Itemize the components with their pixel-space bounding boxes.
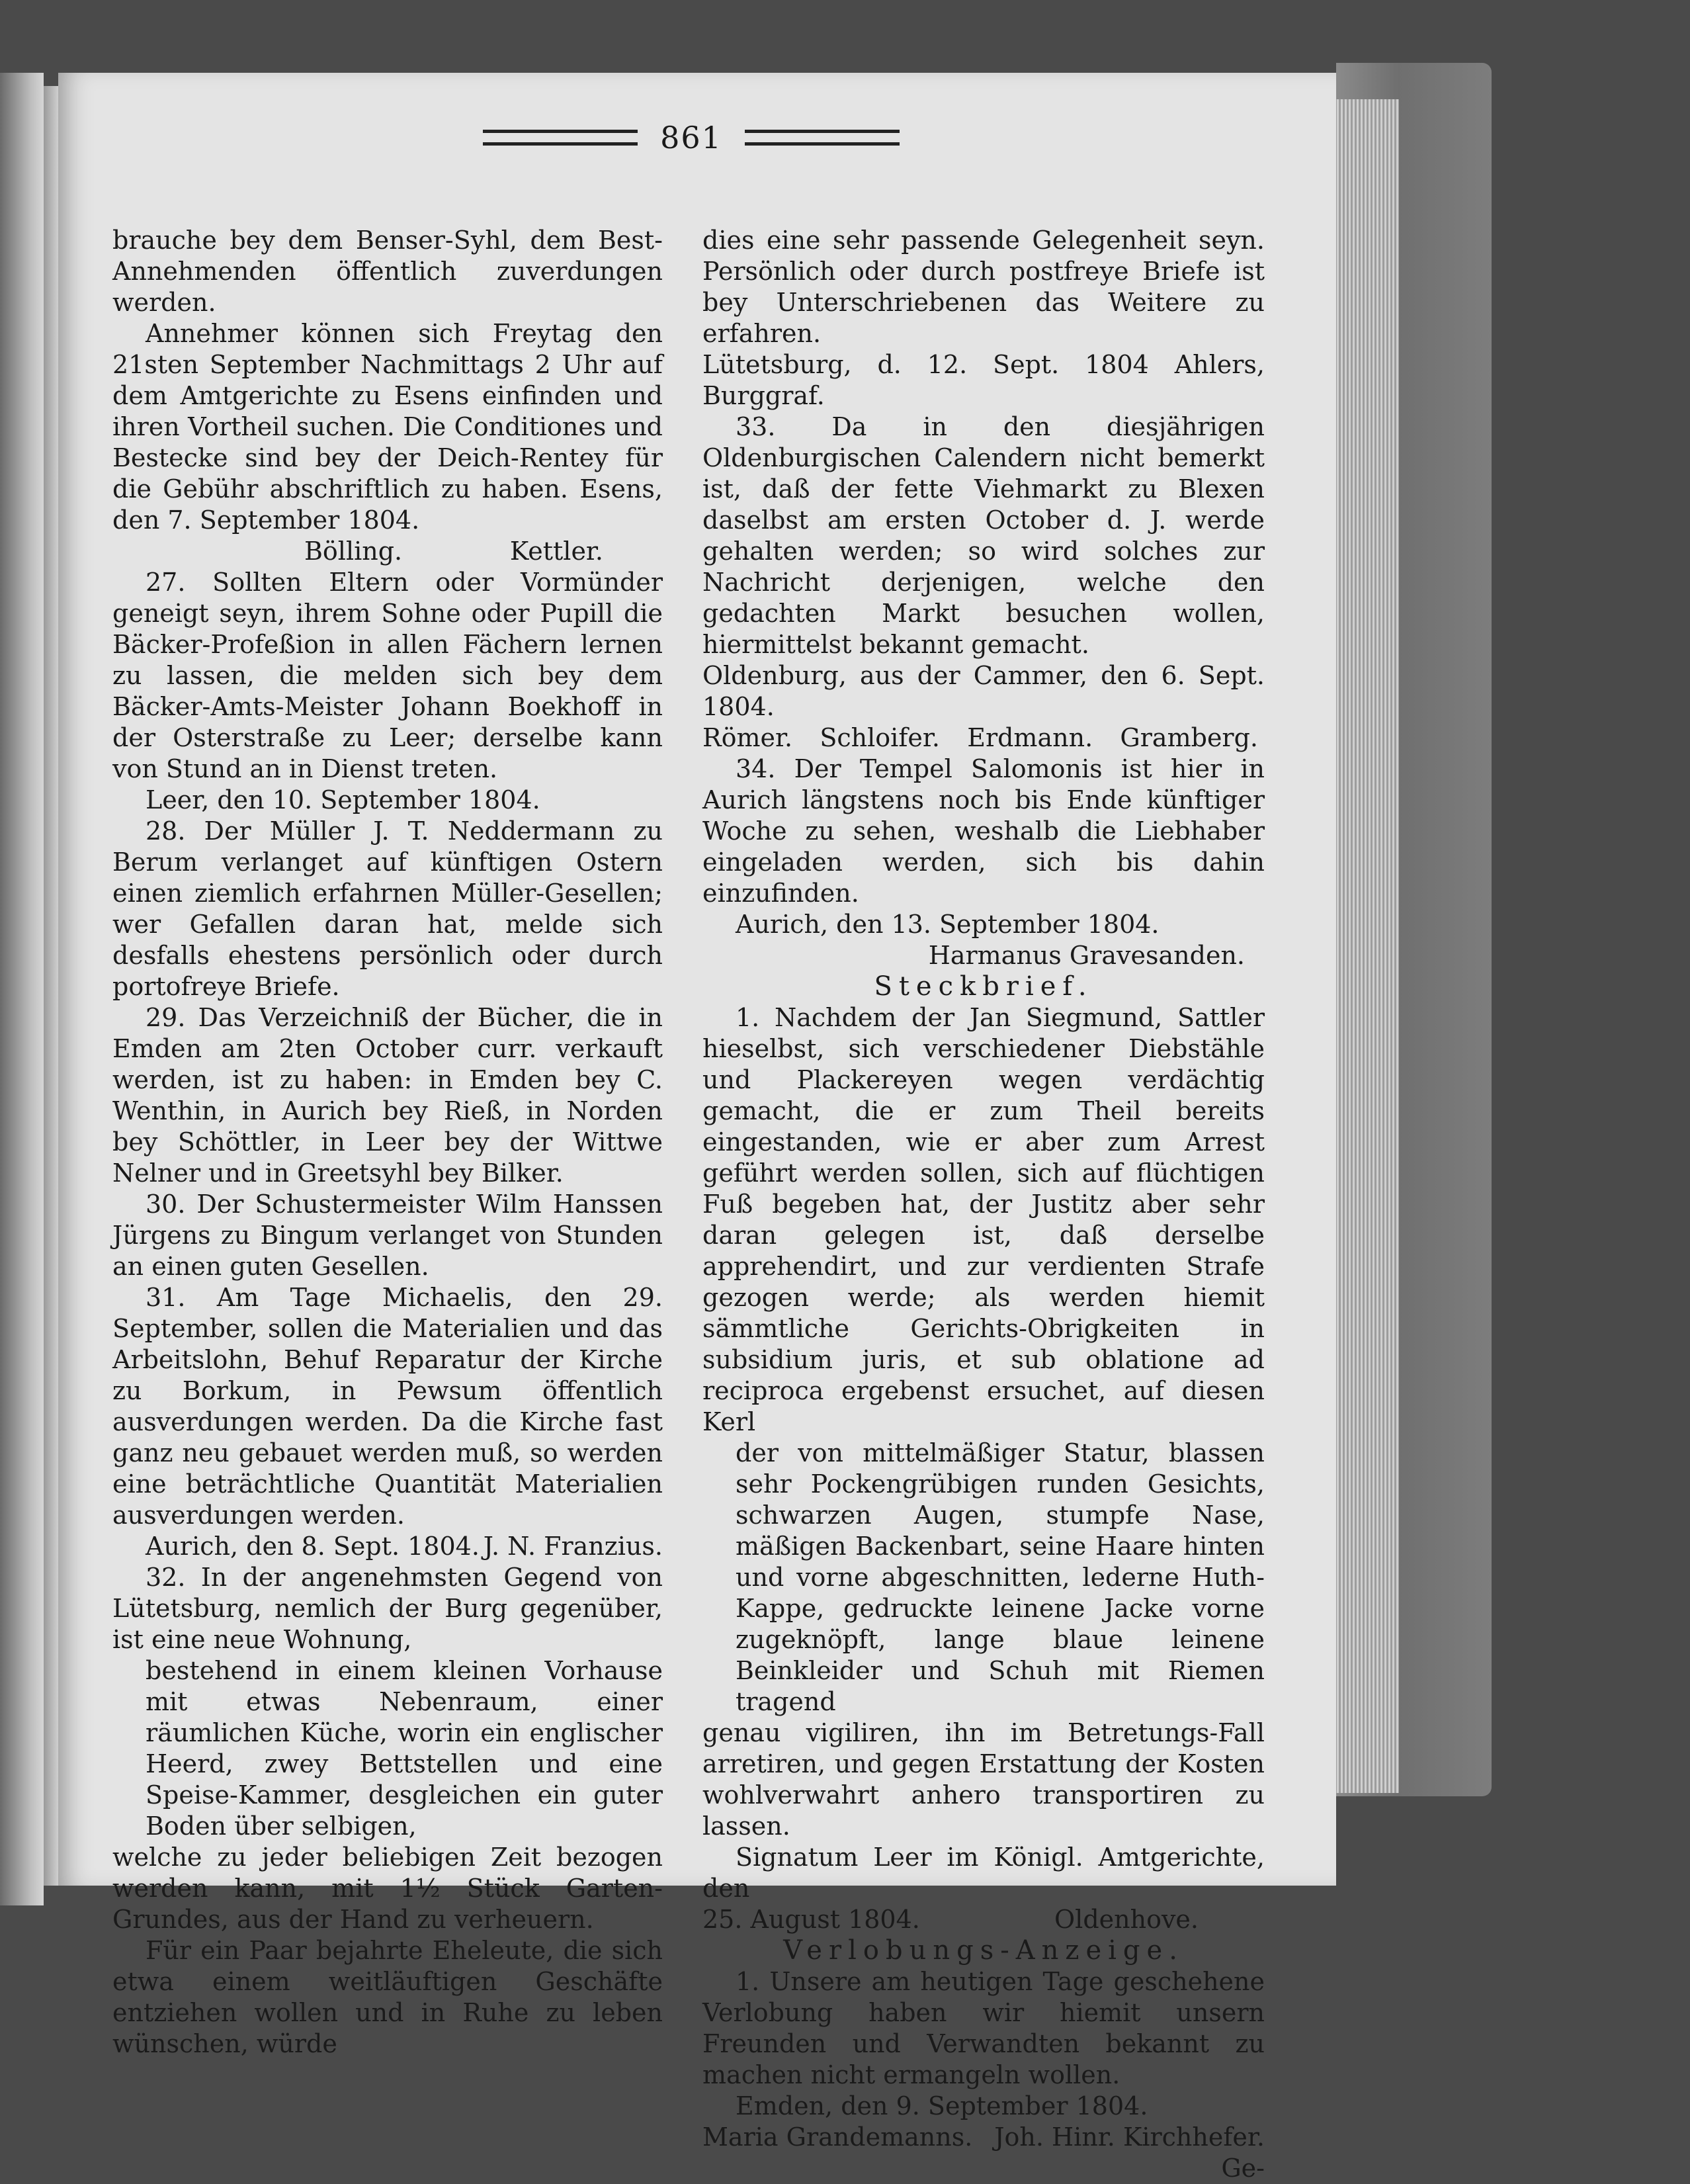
paragraph: brauche bey dem Benser-Syhl, dem Best-Annehmenden öffentlich zuverdungen werden.	[112, 226, 663, 317]
signature: Schloifer.	[820, 723, 940, 752]
signature-line	[702, 1904, 1265, 1935]
facing-page-edge	[0, 73, 44, 1905]
signature: Kettler.	[509, 537, 603, 566]
paragraph: Für ein Paar bejahrte Eheleute, die sich etwa einem weitläuftigen Geschäfte entziehen wollen und in Ruhe zu leben wünschen, würde	[112, 1936, 663, 2058]
section-heading: Verlobungs-Anzeige.	[783, 1935, 1184, 1966]
section-heading: Steckbrief.	[874, 971, 1093, 1002]
date-line: Leer, den 10. September 1804.	[146, 785, 540, 814]
signature-line	[112, 1531, 663, 1562]
catchword: Ge-	[1221, 2154, 1265, 2183]
notice-29: 29. Das Verzeichniß der Bücher, die in Emden am 2ten October curr. verkauft werden, ist zu haben: in Emden bey C. Wenthin, in Aurich bey Rieß, in Norden bey Schöttler, in Leer bey der Wittwe Nelner und in Greetsyhl bey Bilker.	[112, 1003, 663, 1188]
notice-32: 32. In der angenehmsten Gegend von Lütetsburg, nemlich der Burg gegenüber, ist eine neue Wohnung,	[112, 1563, 663, 1654]
left-column	[112, 225, 663, 2060]
notice-28: 28. Der Müller J. T. Neddermann zu Berum verlanget auf künftigen Ostern einen ziemlich erfahrnen Müller-Gesellen; wer Gefallen daran hat, melde sich desfalls ehestens persönlich oder durch portofreye Briefe.	[112, 816, 663, 1001]
signature: Römer.	[702, 723, 793, 752]
header-rule-right	[745, 130, 900, 146]
indented-description: der von mittelmäßiger Statur, blassen sehr Pockengrübigen runden Gesichts, schwarzen Augen, stumpfe Nase, mäßigen Backenbart, seine Haare hinten und vorne abgeschnitten, lederne Huth-Kappe, gedruckte leinene Jacke vorne zugeknöpft, lange blaue leinene Beinkleider und Schuh mit Riemen tragend	[736, 1438, 1265, 1716]
paragraph: welche zu jeder beliebigen Zeit bezogen werden kann, mit 1½ Stück Garten-Grundes, aus der Hand zu verheuern.	[112, 1843, 663, 1934]
indented-description: bestehend in einem kleinen Vorhause mit etwas Nebenraum, einer räumlichen Küche, worin ein englischer Heerd, zwey Bettstellen und eine Speise-Kammer, desgleichen ein guter Boden über selbigen,	[146, 1656, 663, 1841]
signature: Harmanus Gravesanden.	[928, 941, 1245, 970]
page-edges	[1333, 99, 1399, 1793]
notice-steckbrief: 1. Nachdem der Jan Siegmund, Sattler hieselbst, sich verschiedener Diebstähle und Plackereyen wegen verdächtig gemacht, die er zum Theil bereits eingestanden, wie er aber zum Arrest geführt werden sollen, sich auf flüchtigen Fuß begeben hat, der Justitz aber sehr daran gelegen ist, daß derselbe apprehendirt, und zur verdienten Strafe gezogen werde; als werden hiemit sämmtliche Gerichts-Obrigkeiten in subsidium juris, et sub oblatione ad reciproca ergebenst ersuchet, auf diesen Kerl	[702, 1003, 1265, 1436]
signature: J. N. Franzius.	[483, 1532, 663, 1561]
date-line: 25. August 1804.	[702, 1905, 920, 1934]
notice-31: 31. Am Tage Michaelis, den 29. September, sollen die Materialien und das Arbeitslohn, Behuf Reparatur der Kirche zu Borkum, in Pewsum öffentlich ausverdungen werden. Da die Kirche fast ganz neu gebauet werden muß, so werden eine beträchtliche Quantität Materialien ausverdungen werden.	[112, 1283, 663, 1530]
date-line: Aurich, den 13. September 1804.	[736, 910, 1160, 939]
page-header	[483, 111, 900, 164]
notice-30: 30. Der Schustermeister Wilm Hanssen Jürgens zu Bingum verlanget von Stunden an einen guten Gesellen.	[112, 1190, 663, 1281]
page-number: 861	[660, 120, 722, 155]
signature: Gramberg.	[1120, 723, 1258, 752]
notice-33: 33. Da in den diesjährigen Oldenburgischen Calendern nicht bemerkt ist, daß der fette Viehmarkt zu Blexen daselbst am ersten October d. J. werde gehalten werden; so wird solches zur Nachricht derjenigen, welche den gedachten Markt besuchen wollen, hiermittelst bekannt gemacht.	[702, 412, 1265, 659]
right-column	[702, 225, 1265, 2184]
header-rule-left	[483, 130, 638, 146]
date-line: Aurich, den 8. Sept. 1804.	[146, 1532, 480, 1561]
signature: Erdmann.	[967, 723, 1093, 752]
signature-line	[702, 722, 1265, 754]
date-line: Oldenburg, aus der Cammer, den 6. Sept. 1804.	[702, 661, 1265, 721]
paragraph: genau vigiliren, ihn im Betretungs-Fall arretiren, und gegen Erstattung der Kosten wohlverwahrt anhero transportiren zu lassen.	[702, 1718, 1265, 1841]
paragraph: Annehmer können sich Freytag den 21sten September Nachmittags 2 Uhr auf dem Amtgerichte zu Esens einfinden und ihren Vortheil suchen. Die Conditiones und Bestecke sind bey der Deich-Rentey für die Gebühr abschriftlich zu haben. Esens, den 7. September 1804.	[112, 319, 663, 535]
signature-line: Lütetsburg, d. 12. Sept. 1804 Ahlers, Burggraf.	[702, 350, 1265, 410]
notice-34: 34. Der Tempel Salomonis ist hier in Aurich längstens noch bis Ende künftiger Woche zu sehen, weshalb die Liebhaber eingeladen werden, sich bis dahin einzufinden.	[702, 754, 1265, 908]
signature: Bölling.	[304, 537, 403, 566]
signature-line	[112, 536, 663, 567]
signature-line	[702, 2122, 1265, 2153]
date-line: Emden, den 9. September 1804.	[736, 2091, 1148, 2120]
paragraph: dies eine sehr passende Gelegenheit seyn. Persönlich oder durch postfreye Briefe ist bey Unterschriebenen das Weitere zu erfahren.	[702, 226, 1265, 348]
signature: Maria Grandemanns.	[702, 2122, 973, 2152]
gutter-shadow	[44, 86, 58, 1886]
signature: Oldenhove.	[1054, 1905, 1199, 1934]
notice-27: 27. Sollten Eltern oder Vormünder geneigt seyn, ihrem Sohne oder Pupill die Bäcker-Profeßion in allen Fächern lernen zu lassen, die melden sich bey dem Bäcker-Amts-Meister Johann Boekhoff in der Osterstraße zu Leer; derselbe kann von Stund an in Dienst treten.	[112, 568, 663, 783]
signature: Joh. Hinr. Kirchhefer.	[994, 2122, 1265, 2152]
signature-line: Signatum Leer im Königl. Amtgerichte, den	[702, 1843, 1265, 1903]
notice-verlobung: 1. Unsere am heutigen Tage geschehene Verlobung haben wir hiemit unsern Freunden und Verwandten bekannt zu machen nicht ermangeln wollen.	[702, 1967, 1265, 2089]
